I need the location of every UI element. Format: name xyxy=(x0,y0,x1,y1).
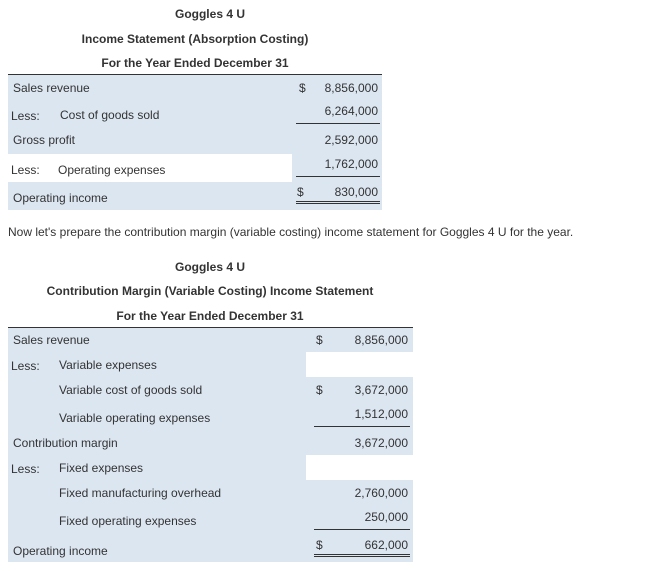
operating-income-label: Operating income xyxy=(13,191,108,205)
fixed-operating-expenses-value: 250,000 xyxy=(364,510,408,524)
contribution-margin-label: Contribution margin xyxy=(13,436,118,450)
variable-expenses-label: Variable expenses xyxy=(59,358,157,372)
cogs-underline xyxy=(296,123,380,124)
fixed-expenses-label: Fixed expenses xyxy=(59,461,144,475)
fixed-manufacturing-overhead-label: Fixed manufacturing overhead xyxy=(59,486,222,500)
instruction-text: Now let's prepare the contribution margin (variable costing) income statement for Goggles 4 U for the year. xyxy=(8,225,574,239)
absorption-period: For the Year Ended December 31 xyxy=(101,56,289,70)
gross-profit-label: Gross profit xyxy=(13,133,76,147)
operating-income-currency: $ xyxy=(297,185,304,199)
operating-income-value: 830,000 xyxy=(334,185,378,199)
contribution-company: Goggles 4 U xyxy=(174,260,245,274)
less-label: Less: xyxy=(11,359,40,373)
sales-currency: $ xyxy=(316,333,323,347)
operating-income-double-underline xyxy=(314,554,410,557)
sales-revenue-value: 8,856,000 xyxy=(324,81,378,95)
operating-income-label: Operating income xyxy=(13,544,108,558)
contribution-margin-value: 3,672,000 xyxy=(354,436,408,450)
sales-revenue-value: 8,856,000 xyxy=(354,333,408,347)
row-bg-variable-expenses xyxy=(8,352,306,377)
variable-cogs-currency: $ xyxy=(316,383,323,397)
row-bg-fixed-expenses-amount xyxy=(306,455,413,480)
less-label: Less: xyxy=(11,462,40,476)
cogs-label: Cost of goods sold xyxy=(60,108,160,122)
opex-underline xyxy=(296,176,380,177)
sales-currency: $ xyxy=(299,81,306,95)
variable-cogs-label: Variable cost of goods sold xyxy=(59,383,203,397)
less-label: Less: xyxy=(11,163,40,177)
fixed-operating-expenses-label: Fixed operating expenses xyxy=(59,514,197,528)
vopex-underline xyxy=(314,426,410,427)
fopex-underline xyxy=(314,529,410,530)
gross-profit-value: 2,592,000 xyxy=(324,133,378,147)
sales-revenue-label: Sales revenue xyxy=(13,333,90,347)
cogs-value: 6,264,000 xyxy=(324,104,378,118)
operating-income-value: 662,000 xyxy=(364,538,408,552)
operating-income-currency: $ xyxy=(316,538,323,552)
operating-expenses-value: 1,762,000 xyxy=(324,157,378,171)
less-label: Less: xyxy=(11,109,40,123)
contribution-period: For the Year Ended December 31 xyxy=(116,309,304,323)
sales-revenue-label: Sales revenue xyxy=(13,81,90,95)
absorption-title: Income Statement (Absorption Costing) xyxy=(81,32,309,46)
variable-operating-expenses-label: Variable operating expenses xyxy=(59,411,211,425)
variable-operating-expenses-value: 1,512,000 xyxy=(354,407,408,421)
row-bg-variable-expenses-amount xyxy=(306,352,413,377)
row-bg-fixed-expenses xyxy=(8,455,306,480)
operating-expenses-label: Operating expenses xyxy=(58,163,166,177)
operating-income-double-underline xyxy=(296,201,380,204)
variable-cogs-value: 3,672,000 xyxy=(354,383,408,397)
contribution-title: Contribution Margin (Variable Costing) Income Statement xyxy=(46,284,374,298)
absorption-company: Goggles 4 U xyxy=(174,7,245,21)
fixed-manufacturing-overhead-value: 2,760,000 xyxy=(354,486,408,500)
